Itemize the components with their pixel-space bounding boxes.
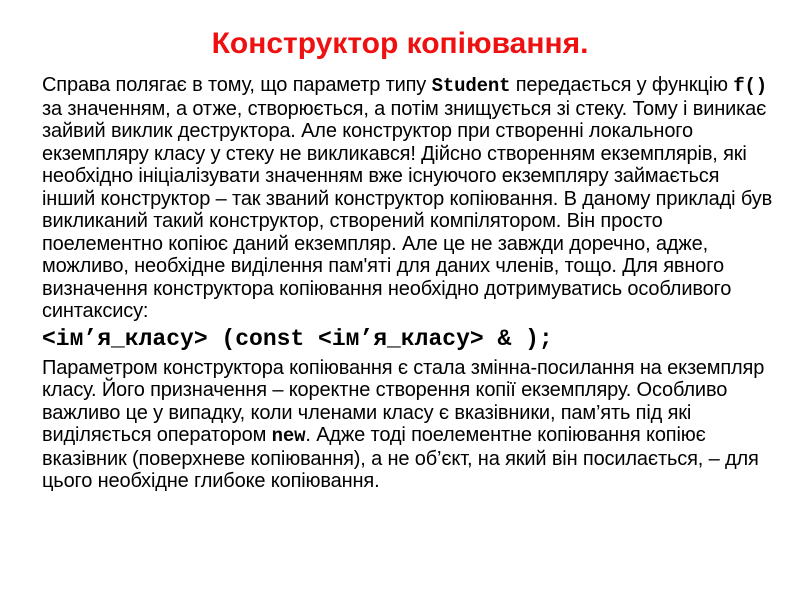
- paragraph-explanation: [42, 357, 777, 493]
- paragraph-intro: [42, 74, 777, 323]
- slide-title: Конструктор копіювання.: [211, 27, 589, 60]
- paragraph-explanation-text-1: Параметром конструктора копіювання є стала змінна-посилання на екземпляр класу. Його призначення – коректне створення копії екземпляру. Особливо важливо це у випадку, коли членами класу є вказівники, пам’ять під які виділяється оператором: [42, 356, 765, 446]
- code-new-operator: new: [271, 425, 306, 447]
- code-function-f: f(): [733, 75, 767, 97]
- paragraph-intro-text-3: за значенням, а отже, створюється, а потім знищується зі стеку. Тому і виникає зайвий виклик деструктора. Але конструктор при створенні локального екземпляру класу у стеку не викликався! Дійсно створенням екземплярів, які необхідно ініціалізувати значенням вже існуючого екземпляру займається інший конструктор – так званий конструктор копіювання. В даному прикладі був викликаний такий конструктор, створений компілятором. Він просто поелементно копіює даний екземпляр. Але це не завжди доречно, адже, можливо, необхідне виділення пам'яті для даних членів, тощо. Для явного визначення конструктора копіювання необхідно дотримуватись особливого синтаксису:: [42, 97, 773, 322]
- paragraph-intro-text-2: передається у функцію: [510, 74, 734, 96]
- slide-body: [42, 74, 777, 493]
- code-student: Student: [431, 75, 511, 97]
- copy-constructor-syntax: <ім’я_класу> (const <ім’я_класу> & );: [42, 325, 553, 352]
- paragraph-intro-text-1: Справа полягає в тому, що параметр типу: [42, 74, 432, 96]
- paragraph-explanation-text-2: . Адже тоді поелементне копіювання копіює вказівник (поверхневе копіювання), а не об’єкт, на який він посилається, – для цього необхідне глибоке копіювання.: [42, 424, 759, 492]
